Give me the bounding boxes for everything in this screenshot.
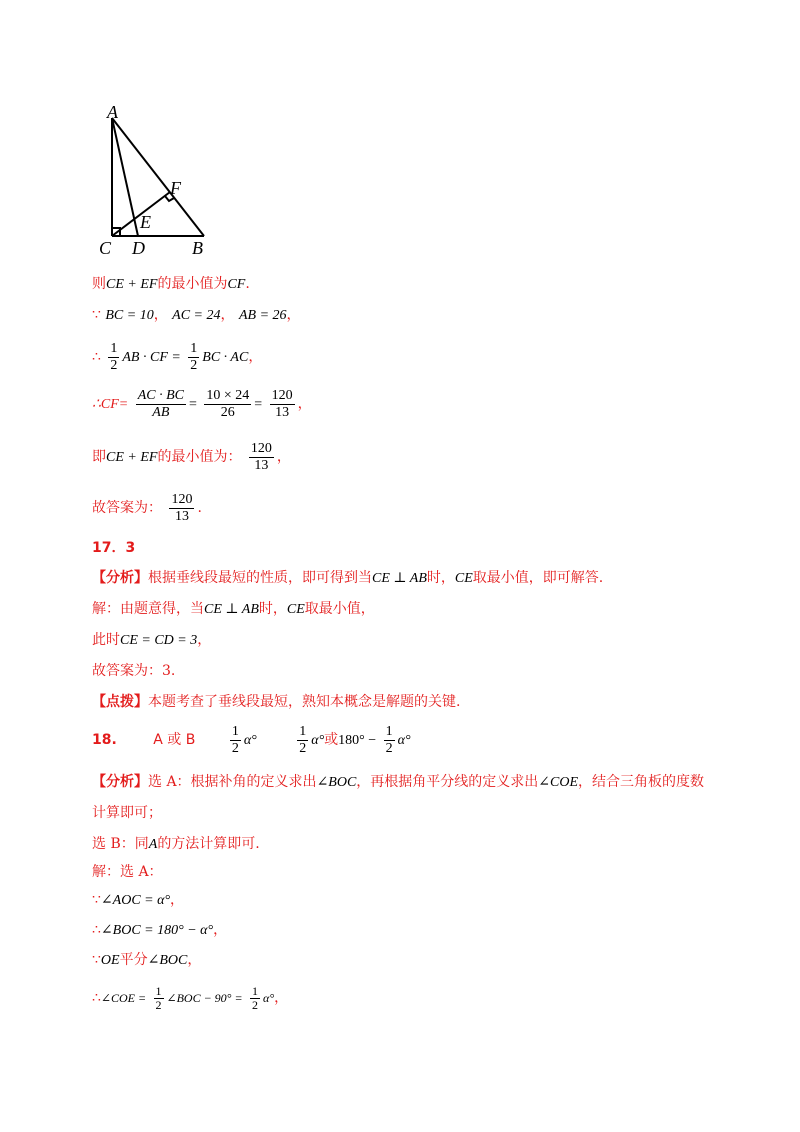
question-17-header: 17．3 bbox=[92, 540, 136, 556]
text: 故答案为： bbox=[92, 500, 162, 516]
therefore-symbol: ∴ bbox=[92, 349, 101, 365]
sep: ， bbox=[248, 349, 263, 365]
sep: ， bbox=[297, 396, 312, 412]
label-e: E bbox=[140, 212, 151, 232]
q18-step-1: ∵∠AOC = α°， bbox=[92, 892, 185, 908]
fraction: $\frac{120}{13}$ bbox=[171, 491, 193, 524]
fraction: $\frac{1}{2}$ bbox=[385, 723, 393, 756]
expr: BC · AC bbox=[202, 350, 249, 365]
sep: ， bbox=[220, 307, 235, 323]
fraction: $\frac{120}{13}$ bbox=[250, 440, 272, 473]
expr: CF bbox=[227, 277, 246, 292]
text: 的最小值为 bbox=[157, 276, 228, 292]
fraction: $\frac{AC \cdot BC}{AB}$ bbox=[137, 387, 184, 420]
text: 即 bbox=[92, 449, 106, 465]
label-b: B bbox=[192, 238, 203, 258]
analysis-tag: 【分析】 bbox=[92, 774, 148, 790]
q18-choice: A 或 B bbox=[153, 732, 196, 748]
fraction: $\frac{1}{2}$ bbox=[299, 723, 307, 756]
fraction: $\frac{10 \times 24}{26}$ bbox=[206, 387, 250, 420]
expr: AC = 24 bbox=[172, 308, 221, 323]
fraction: $\frac{1}{2}$ bbox=[252, 983, 259, 1012]
q18-step-2: ∴∠BOC = 180° − α°， bbox=[92, 922, 228, 938]
q17-note: 【点拨】本题考查了垂线段最短，熟知本概念是解题的关键. bbox=[92, 694, 461, 710]
because-symbol: ∵ bbox=[92, 307, 101, 323]
sep: ， bbox=[276, 449, 291, 465]
analysis-tag: 【分析】 bbox=[92, 570, 148, 586]
expr: BC = 10 bbox=[105, 308, 154, 323]
note-tag: 【点拨】 bbox=[92, 694, 148, 710]
q18-step-3: ∵OE平分∠BOC， bbox=[92, 952, 202, 968]
label-f: F bbox=[170, 178, 181, 198]
q17-analysis: 【分析】根据垂线段最短的性质，即可得到当CE ⊥ AB时，CE取最小值，即可解答. bbox=[92, 570, 604, 586]
q17-answer: 故答案为：3. bbox=[92, 663, 176, 679]
question-18-header: 18. A 或 B $\frac{1}{2}$ α° $\frac{1}{2}$ α°或180° − $\frac{1}{2}$ α° bbox=[92, 723, 411, 756]
q18-analysis-2: 计算即可； bbox=[92, 805, 162, 821]
q17-solution: 解：由题意得，当CE ⊥ AB时，CE取最小值， bbox=[92, 601, 375, 617]
sep: ， bbox=[153, 307, 168, 323]
label-a: A bbox=[107, 102, 118, 122]
text: 则 bbox=[92, 276, 106, 292]
q18-solution: 解：选 A： bbox=[92, 864, 163, 880]
line-given bbox=[92, 305, 301, 326]
expr: AB = 26 bbox=[238, 308, 287, 323]
sep: . bbox=[197, 500, 202, 516]
fraction: $\frac{1}{2}$ bbox=[190, 340, 198, 373]
label-d: D bbox=[132, 238, 145, 258]
q18-analysis: 【分析】选 A：根据补角的定义求出∠BOC，再根据角平分线的定义求出∠COE，结合三角板的度数 bbox=[92, 774, 705, 790]
expr: CE + EF bbox=[106, 277, 158, 292]
expr: CE + EF bbox=[106, 450, 158, 465]
therefore-cf: ∴CF= bbox=[92, 397, 129, 412]
fraction: $\frac{1}{2}$ bbox=[110, 340, 118, 373]
label-c: C bbox=[99, 238, 112, 258]
q18-number: 18. bbox=[92, 732, 117, 748]
fraction: $\frac{1}{2}$ bbox=[231, 723, 239, 756]
line-min-result bbox=[92, 437, 291, 478]
line-min-value bbox=[92, 274, 250, 295]
expr: AB · CF = bbox=[122, 350, 181, 365]
line-answer-16 bbox=[92, 488, 202, 528]
line-area-eq bbox=[92, 340, 262, 375]
sep: ， bbox=[286, 307, 301, 323]
text: 的最小值为： bbox=[157, 449, 242, 465]
q18-option-b: 选 B：同A的方法计算即可. bbox=[92, 836, 260, 852]
fraction: $\frac{1}{2}$ bbox=[155, 983, 162, 1012]
text: . bbox=[245, 276, 250, 292]
q18-step-4: ∴∠COE = $\frac{1}{2}$ ∠BOC − 90° = $\frac{1}{2}$ α°， bbox=[92, 983, 289, 1012]
q17-then: 此时CE = CD = 3， bbox=[92, 632, 212, 648]
triangle-figure bbox=[96, 100, 216, 260]
line-cf-value: ∴CF= $\frac{AC \cdot BC}{AB}$ = $\frac{10 \times 24}{26}$ = $\frac{120}{13}$ ， bbox=[92, 387, 312, 420]
fraction: $\frac{120}{13}$ bbox=[271, 387, 293, 420]
